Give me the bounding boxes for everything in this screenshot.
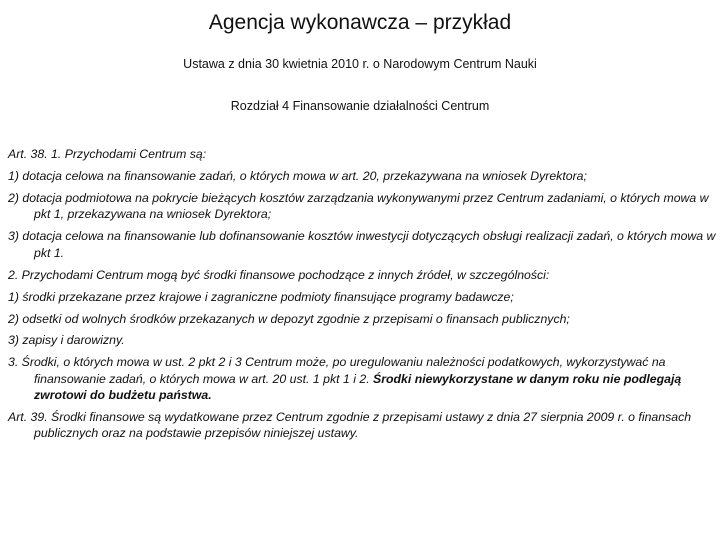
chapter-heading: Rozdział 4 Finansowanie działalności Centrum xyxy=(230,99,490,113)
article-text xyxy=(8,146,716,442)
list-item: 3) dotacja celowa na finansowanie lub dofinansowanie kosztów inwestycji dotyczących obsługi realizacji zadań, o których mowa w pkt 1. xyxy=(8,229,716,260)
slide-title: Agencja wykonawcza – przykład xyxy=(208,11,512,34)
list-item: 2) odsetki od wolnych środków przekazanych w depozyt zgodnie z przepisami o finansach publicznych; xyxy=(8,311,570,326)
list-item: 1) dotacja celowa na finansowanie zadań, o których mowa w art. 20, przekazywana na wniosek Dyrektora; xyxy=(8,168,587,183)
act-subtitle: Ustawa z dnia 30 kwietnia 2010 r. o Narodowym Centrum Nauki xyxy=(183,57,537,71)
list-item: 1) środki przekazane przez krajowe i zagraniczne podmioty finansujące programy badawcze; xyxy=(8,289,514,304)
paragraph-3 xyxy=(8,354,716,403)
article-39: Art. 39. Środki finansowe są wydatkowane przez Centrum zgodnie z przepisami ustawy z dnia 27 sierpnia 2009 r. o finansach publicznych oraz na podstawie przepisów niniejszej ustawy. xyxy=(8,410,692,441)
paragraph-2: 2. Przychodami Centrum mogą być środki finansowe pochodzące z innych źródeł, w szczególności: xyxy=(8,267,550,282)
paragraph-3-bold-text: Środki niewykorzystane w danym roku nie podlegają zwrotowi do budżetu państwa. xyxy=(34,371,682,403)
paragraph-3-text: 3. Środki, o których mowa w ust. 2 pkt 2 i 3 Centrum może, po uregulowaniu należności podatkowych, wykorzystywać na finansowanie zadań, o których mowa w art. 20 ust. 1 pkt 1 i 2. xyxy=(8,355,666,386)
list-item: 3) zapisy i darowizny. xyxy=(8,333,125,348)
article-38-heading: Art. 38. 1. Przychodami Centrum są: xyxy=(8,147,207,161)
list-item: 2) dotacja podmiotowa na pokrycie bieżących kosztów zarządzania wykonywanymi przez Centrum zadaniami, o których mowa w pkt 1, przekazywana na wniosek Dyrektora; xyxy=(8,190,709,222)
